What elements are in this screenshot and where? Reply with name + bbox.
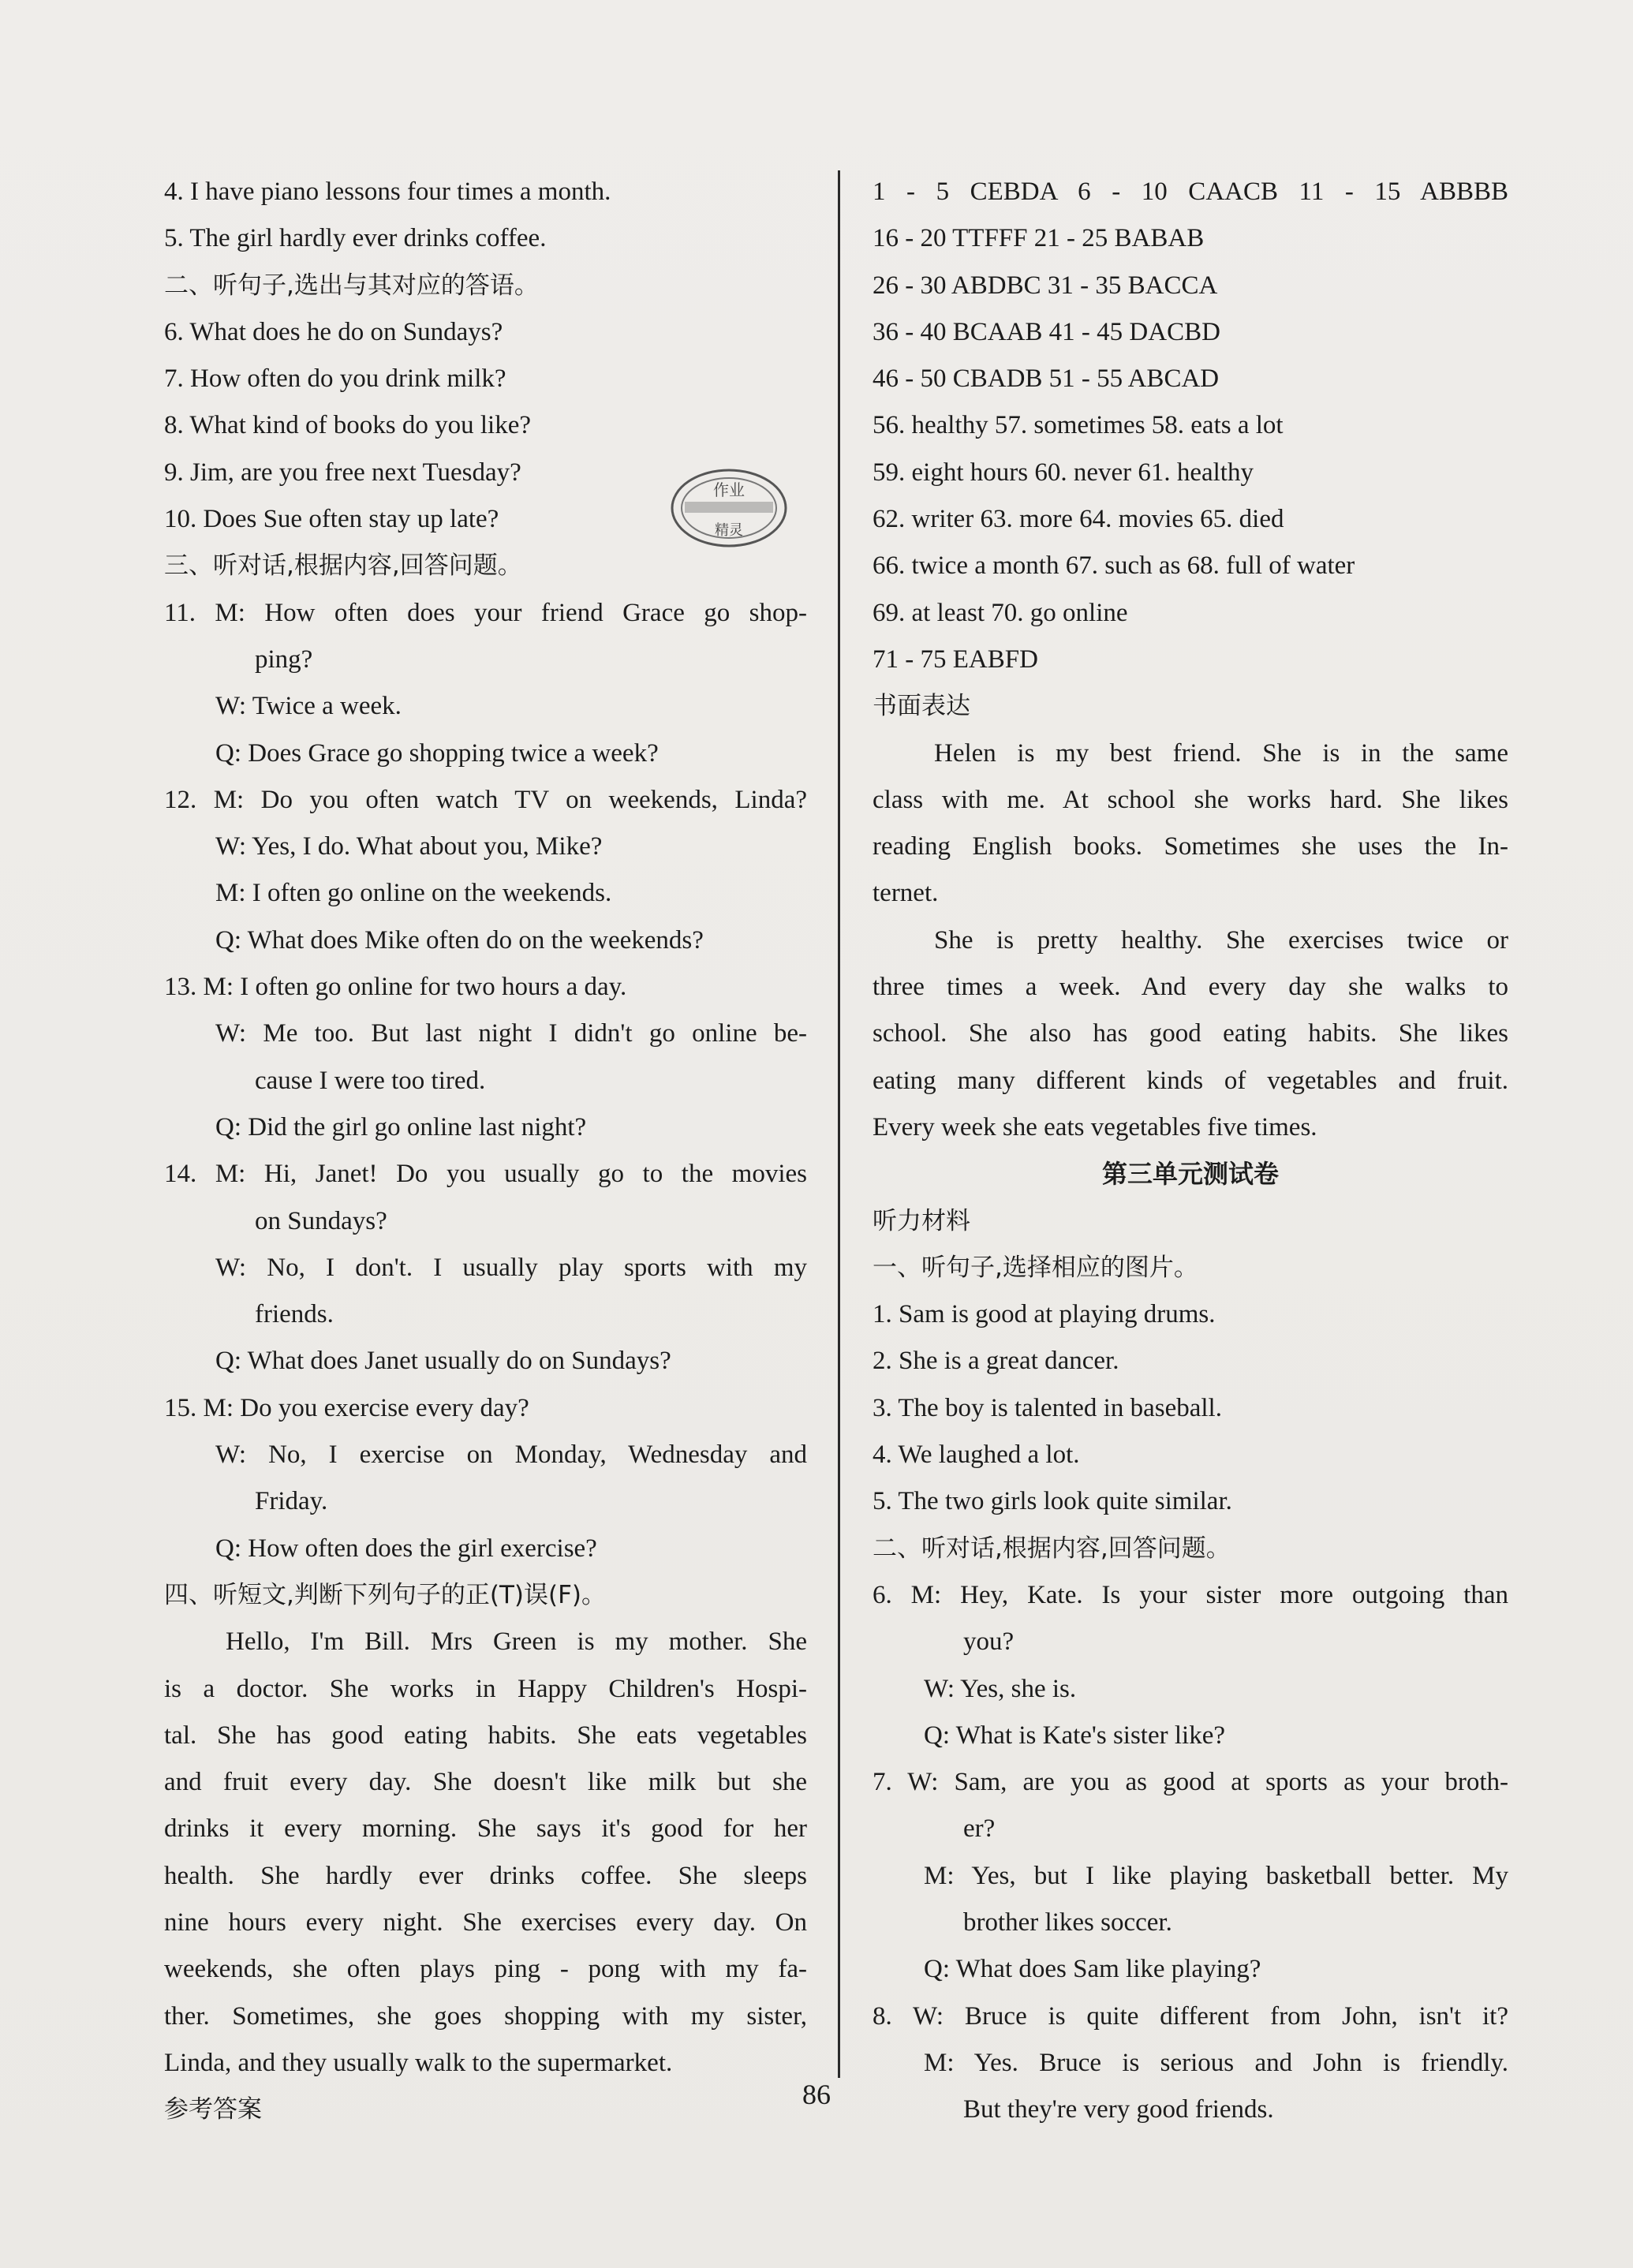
left-text-line: cause I were too tired. [255, 1066, 486, 1095]
left-text-line: 四、听短文,判断下列句子的正(T)误(F)。 [164, 1580, 606, 1609]
left-text-line: W: Me too. But last night I didn't go online be- [215, 1019, 807, 1048]
right-text-line: 6. M: Hey, Kate. Is your sister more outgoing than [873, 1580, 1508, 1609]
left-text-line: Q: Does Grace go shopping twice a week? [215, 738, 659, 768]
right-text-line: 7. W: Sam, are you as good at sports as your broth- [873, 1768, 1508, 1797]
right-text-line: brother likes soccer. [963, 1907, 1172, 1937]
right-text-line: 一、听句子,选择相应的图片。 [873, 1253, 1198, 1282]
right-text-line: 5. The two girls look quite similar. [873, 1487, 1232, 1516]
left-text-line: ping? [255, 645, 313, 674]
left-text-line: W: No, I exercise on Monday, Wednesday and [215, 1440, 807, 1470]
right-text-line: 1. Sam is good at playing drums. [873, 1300, 1216, 1329]
left-text-line: Q: How often does the girl exercise? [215, 1534, 597, 1563]
right-text-line: eating many different kinds of vegetables and fruit. [873, 1066, 1508, 1095]
left-text-line: 12. M: Do you often watch TV on weekends, Linda? [164, 785, 807, 814]
right-text-line: 46 - 50 CBADB 51 - 55 ABCAD [873, 364, 1220, 394]
right-text-line: 16 - 20 TTFFF 21 - 25 BABAB [873, 224, 1205, 253]
left-text-line: Q: What does Janet usually do on Sundays? [215, 1347, 671, 1376]
right-text-line: 36 - 40 BCAAB 41 - 45 DACBD [873, 317, 1220, 346]
right-text-line: Q: What is Kate's sister like? [924, 1721, 1225, 1750]
right-text-line: 第三单元测试卷 [1101, 1159, 1279, 1190]
right-text-line: M: Yes. Bruce is serious and John is friendly. [924, 2048, 1508, 2077]
left-text-line: 参考答案 [164, 2095, 262, 2124]
left-text-line: 10. Does Sue often stay up late? [164, 505, 499, 534]
right-text-line: class with me. At school she works hard. She likes [873, 785, 1508, 814]
right-text-line: 4. We laughed a lot. [873, 1440, 1080, 1470]
right-text-line: er? [963, 1814, 996, 1844]
left-text-line: 9. Jim, are you free next Tuesday? [164, 458, 521, 487]
right-text-line: 66. twice a month 67. such as 68. full of water [873, 551, 1355, 581]
right-text-line: 26 - 30 ABDBC 31 - 35 BACCA [873, 271, 1218, 300]
right-text-line: 书面表达 [873, 692, 970, 721]
right-text-line: you? [963, 1627, 1015, 1657]
right-text-line: W: Yes, she is. [924, 1674, 1077, 1703]
right-text-line: 二、听对话,根据内容,回答问题。 [873, 1534, 1231, 1563]
right-text-line: Q: What does Sam like playing? [924, 1955, 1261, 1984]
right-text-line: M: Yes, but I like playing basketball better. My [924, 1861, 1508, 1890]
left-text-line: Linda, and they usually walk to the supermarket. [164, 2048, 673, 2077]
left-text-line: and fruit every day. She doesn't like milk but she [164, 1768, 807, 1797]
right-text-line: 8. W: Bruce is quite different from John, isn't it? [873, 2001, 1508, 2031]
left-text-line: is a doctor. She works in Happy Children's Hospi- [164, 1674, 807, 1703]
left-column [164, 169, 807, 2133]
left-text-line: 8. What kind of books do you like? [164, 411, 531, 440]
left-text-line: Q: What does Mike often do on the weekends? [215, 925, 704, 955]
left-text-line: W: No, I don't. I usually play sports with my [215, 1253, 807, 1282]
left-text-line: friends. [255, 1300, 334, 1329]
right-text-line: 56. healthy 57. sometimes 58. eats a lot [873, 411, 1284, 440]
right-text-line: 听力材料 [873, 1206, 970, 1235]
left-text-line: W: Twice a week. [215, 692, 402, 721]
right-text-line: Helen is my best friend. She is in the same [934, 738, 1508, 768]
left-text-line: tal. She has good eating habits. She eats vegetables [164, 1721, 807, 1750]
right-text-line: 2. She is a great dancer. [873, 1347, 1119, 1376]
left-text-line: 7. How often do you drink milk? [164, 364, 506, 394]
left-text-line: nine hours every night. She exercises every day. On [164, 1907, 807, 1937]
right-text-line: 3. The boy is talented in baseball. [873, 1393, 1222, 1422]
left-text-line: 11. M: How often does your friend Grace go shop- [164, 598, 807, 627]
right-text-line: ternet. [873, 879, 939, 908]
left-text-line: W: Yes, I do. What about you, Mike? [215, 832, 603, 861]
left-text-line: ther. Sometimes, she goes shopping with my sister, [164, 2001, 807, 2031]
right-text-line: She is pretty healthy. She exercises twice or [934, 925, 1508, 955]
left-text-line: on Sundays? [255, 1206, 387, 1235]
left-text-line: 14. M: Hi, Janet! Do you usually go to the movies [164, 1160, 807, 1189]
left-text-line: 三、听对话,根据内容,回答问题。 [164, 551, 522, 581]
left-text-line: 4. I have piano lessons four times a month. [164, 177, 611, 206]
left-text-line: M: I often go online on the weekends. [215, 879, 612, 908]
left-text-line: health. She hardly ever drinks coffee. She sleeps [164, 1861, 807, 1890]
right-text-line: 71 - 75 EABFD [873, 645, 1038, 674]
right-text-line: Every week she eats vegetables five times. [873, 1112, 1317, 1141]
stamp-logo [669, 465, 789, 551]
right-column [873, 169, 1508, 2133]
left-text-line: 13. M: I often go online for two hours a day. [164, 973, 627, 1002]
left-text-line: 5. The girl hardly ever drinks coffee. [164, 224, 547, 253]
left-text-line: drinks it every morning. She says it's good for her [164, 1814, 807, 1844]
right-text-line: school. She also has good eating habits. She likes [873, 1019, 1508, 1048]
stamp-top-text: 作业 [713, 480, 745, 499]
left-text-line: 15. M: Do you exercise every day? [164, 1393, 529, 1422]
left-text-line: Friday. [255, 1487, 328, 1516]
right-text-line: But they're very good friends. [963, 2095, 1274, 2124]
stamp-bottom-text: 精灵 [715, 522, 743, 539]
right-text-line: 62. writer 63. more 64. movies 65. died [873, 505, 1284, 534]
left-text-line: Q: Did the girl go online last night? [215, 1112, 587, 1141]
column-divider [838, 170, 840, 2078]
right-text-line: 69. at least 70. go online [873, 598, 1128, 627]
right-text-line: 59. eight hours 60. never 61. healthy [873, 458, 1254, 487]
left-text-line: 6. What does he do on Sundays? [164, 317, 503, 346]
left-text-line: Hello, I'm Bill. Mrs Green is my mother. She [226, 1627, 807, 1657]
left-text-line: weekends, she often plays ping - pong with my fa- [164, 1955, 807, 1984]
right-text-line: 1 - 5 CEBDA 6 - 10 CAACB 11 - 15 ABBBB [873, 177, 1508, 206]
page-number: 86 [802, 2079, 831, 2110]
left-text-line: 二、听句子,选出与其对应的答语。 [164, 271, 539, 300]
right-text-line: reading English books. Sometimes she uses the In- [873, 832, 1508, 861]
right-text-line: three times a week. And every day she walks to [873, 973, 1508, 1002]
